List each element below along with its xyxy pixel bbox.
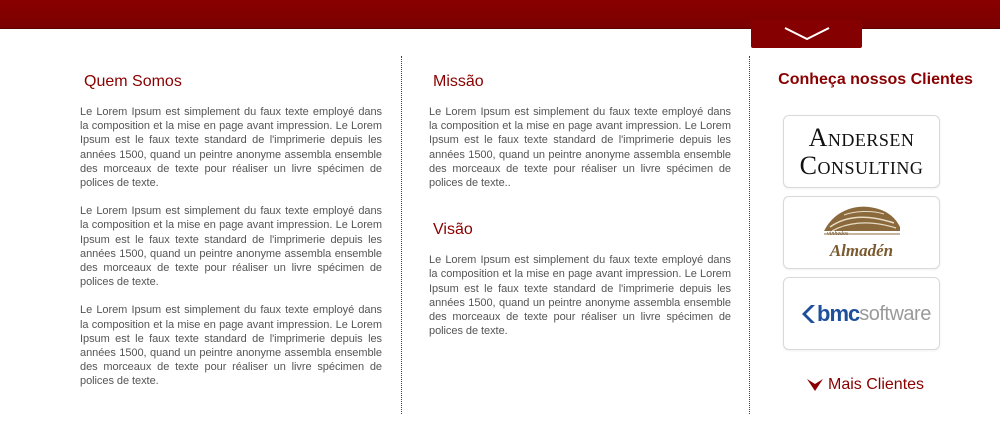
logo-text: Andersen [808,123,915,152]
mission-vision-section [429,56,731,338]
logo-text: software [859,302,931,325]
about-paragraph: Le Lorem Ipsum est simplement du faux texte employé dans la composition et la mise en page avant impression. Le Lorem Ipsum est le faux texte standard de l'imprimerie depuis les années 1500, quand un peintre anonyme assembla ensemble des morceaux de texte pour réaliser un livre spécimen de polices de texte. [80,304,382,388]
chevron-down-icon [783,26,831,42]
collapse-toggle-tab[interactable] [751,20,862,48]
more-clients-link[interactable] [807,376,924,394]
clients-title: Conheça nossos Clientes [778,71,973,88]
arrow-down-icon [807,379,823,391]
logo-text: bmc [817,301,860,326]
client-card-andersen[interactable] [783,115,940,188]
column-divider [749,56,750,414]
section-title-mission: Missão [433,73,484,90]
client-card-bmc[interactable] [783,277,940,350]
logo-text: Consulting [799,151,924,180]
logo-subtext: vinhedos [827,231,849,237]
client-card-almaden[interactable] [783,196,940,269]
clients-section [751,56,1000,393]
section-title-about: Quem Somos [84,73,182,90]
more-clients-label: Mais Clientes [828,376,925,393]
andersen-consulting-logo [784,123,939,182]
about-section [80,56,382,389]
logo-text: Almadén [829,241,894,260]
mission-paragraph: Le Lorem Ipsum est simplement du faux texte employé dans la composition et la mise en page avant impression. Le Lorem Ipsum est le faux texte standard de l'imprimerie depuis les années 1500, quand un peintre anonyme assembla ensemble des morceaux de texte pour réaliser un livre spécimen de polices de texte.. [429,106,731,190]
column-divider [401,56,402,414]
vision-paragraph: Le Lorem Ipsum est simplement du faux texte employé dans la composition et la mise en page avant impression. Le Lorem Ipsum est le faux texte standard de l'imprimerie depuis les années 1500, quand un peintre anonyme assembla ensemble des morceaux de texte pour réaliser un livre spécimen de polices de texte. [429,254,731,338]
section-title-vision: Visão [433,221,473,239]
bmc-chevron-icon [802,305,816,323]
about-paragraph: Le Lorem Ipsum est simplement du faux texte employé dans la composition et la mise en page avant impression. Le Lorem Ipsum est le faux texte standard de l'imprimerie depuis les années 1500, quand un peintre anonyme assembla ensemble des morceaux de texte pour réaliser un livre spécimen de polices de texte. [80,205,382,289]
bmc-software-logo [802,302,931,326]
about-paragraph: Le Lorem Ipsum est simplement du faux texte employé dans la composition et la mise en page avant impression. Le Lorem Ipsum est le faux texte standard de l'imprimerie depuis les années 1500, quand un peintre anonyme assembla ensemble des morceaux de texte pour réaliser un livre spécimen de polices de texte. [80,106,382,190]
